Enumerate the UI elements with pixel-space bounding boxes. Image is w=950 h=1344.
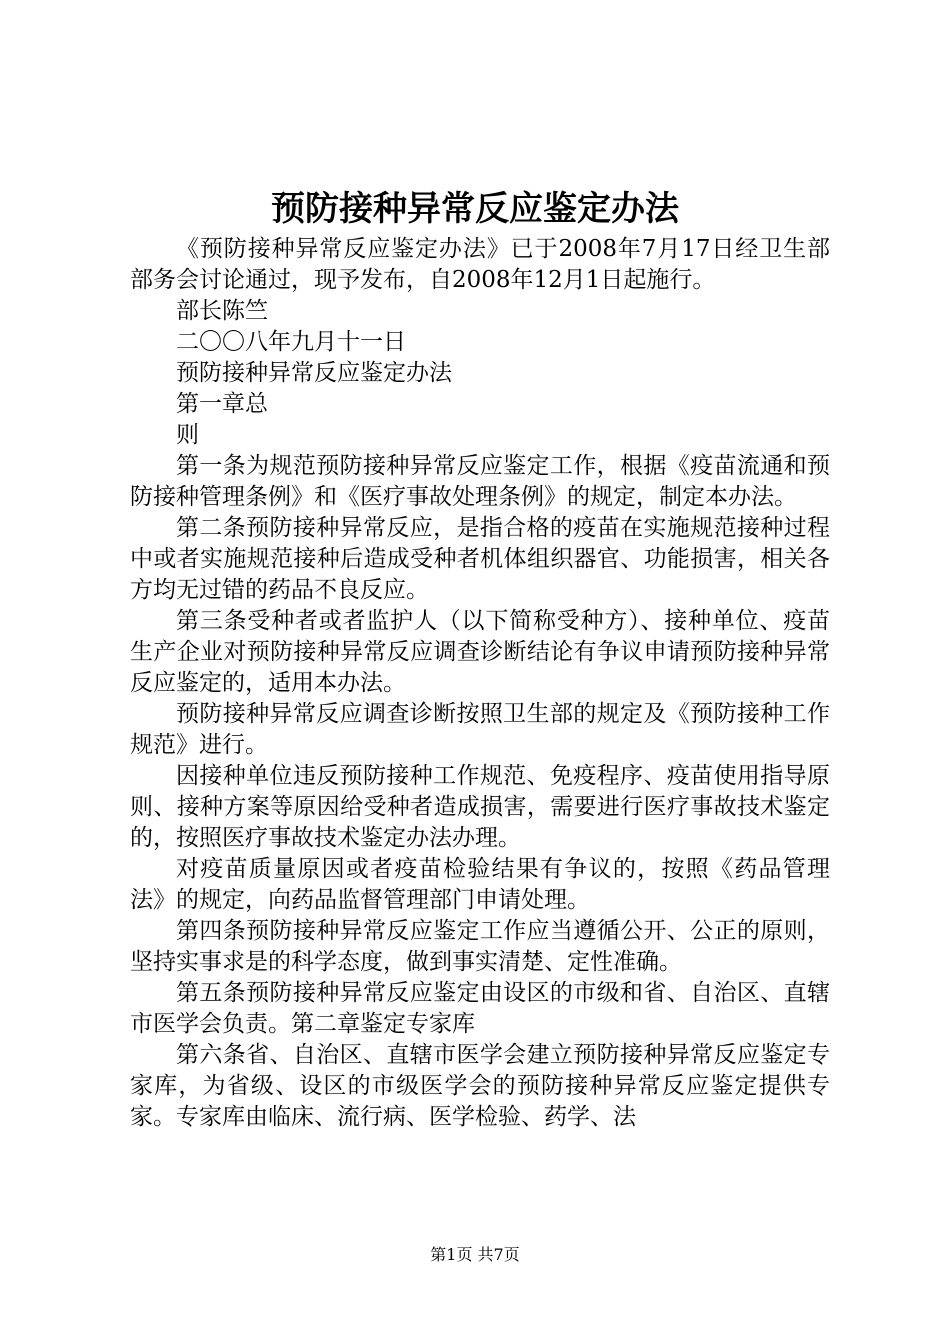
paragraph: 第一条为规范预防接种异常反应鉴定工作，根据《疫苗流通和预防接种管理条例》和《医疗事故处理条例》的规定，制定本办法。 — [130, 453, 830, 510]
paragraph: 二〇〇八年九月十一日 — [176, 329, 406, 355]
paragraph: 第六条省、自治区、直辖市医学会建立预防接种异常反应鉴定专家库，为省级、设区的市级医学会的预防接种异常反应鉴定提供专家。专家库由临床、流行病、医学检验、药学、法 — [130, 1042, 830, 1130]
paragraph: 第四条预防接种异常反应鉴定工作应当遵循公开、公正的原则，坚持实事求是的科学态度，做到事实清楚、定性准确。 — [130, 918, 830, 975]
paragraph: 预防接种异常反应调查诊断按照卫生部的规定及《预防接种工作规范》进行。 — [130, 701, 830, 758]
document-body — [130, 234, 830, 1133]
paragraph: 预防接种异常反应鉴定办法 — [176, 360, 452, 386]
paragraph: 则 — [176, 422, 199, 448]
paragraph: 因接种单位违反预防接种工作规范、免疫程序、疫苗使用指导原则、接种方案等原因给受种者造成损害，需要进行医疗事故技术鉴定的，按照医疗事故技术鉴定办法办理。 — [130, 763, 830, 851]
document-title: 预防接种异常反应鉴定办法 — [271, 189, 679, 229]
paragraph: 对疫苗质量原因或者疫苗检验结果有争议的，按照《药品管理法》的规定，向药品监督管理部门申请处理。 — [130, 856, 830, 913]
paragraph: 第三条受种者或者监护人（以下简称受种方）、接种单位、疫苗生产企业对预防接种异常反应调查诊断结论有争议申请预防接种异常反应鉴定的，适用本办法。 — [130, 608, 830, 696]
paragraph: 部长陈竺 — [176, 298, 268, 324]
paragraph: 第二条预防接种异常反应，是指合格的疫苗在实施规范接种过程中或者实施规范接种后造成受种者机体组织器官、功能损害，相关各方均无过错的药品不良反应。 — [130, 515, 830, 603]
paragraph: 第一章总 — [176, 391, 268, 417]
page-indicator: 第1页 共7页 — [430, 1245, 520, 1264]
paragraph: 《预防接种异常反应鉴定办法》已于2008年7月17日经卫生部部务会讨论通过，现予发布，自2008年12月1日起施行。 — [130, 236, 830, 293]
paragraph: 第五条预防接种异常反应鉴定由设区的市级和省、自治区、直辖市医学会负责。第二章鉴定专家库 — [130, 980, 830, 1037]
